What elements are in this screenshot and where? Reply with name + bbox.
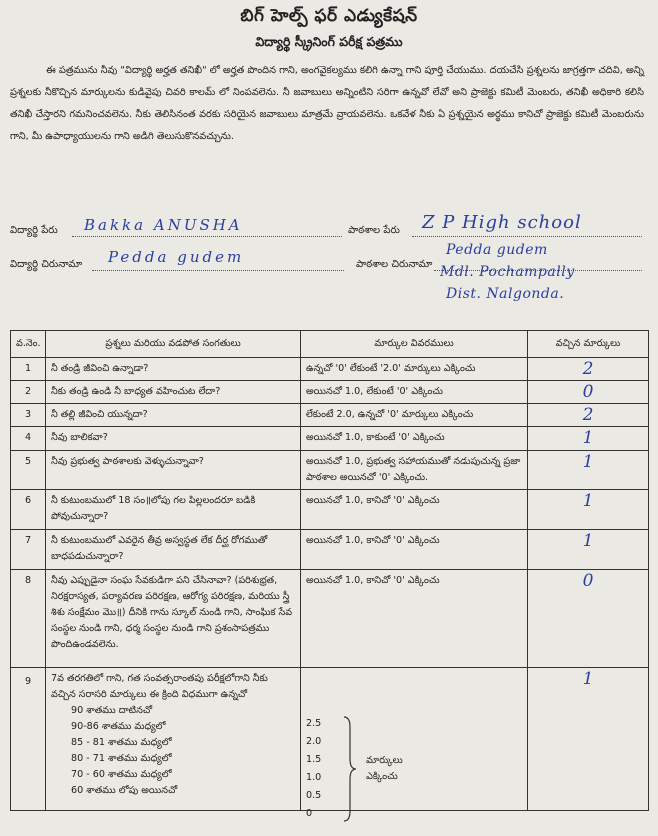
list-item: 60 శాతము లోపు అయినచో (71, 785, 178, 796)
school-address-line1[interactable]: Pedda gudem (446, 242, 548, 258)
row-no: 4 (11, 427, 46, 451)
header-details: మార్కుల వివరములు (301, 331, 528, 358)
row-no: 8 (11, 570, 46, 668)
row-details: అయినచో 1.0, ప్రభుత్వ సహాయముతో నడుపుచున్న ప్రజా పాఠశాల అయినచో '0' ఎక్కించు. (301, 451, 528, 490)
curly-brace-icon (342, 715, 358, 823)
row-details: అయినచో 1.0, కానిచో '0' ఎక్కించు (301, 490, 528, 530)
row-question: 7వ తరగతిలో గాని, గత సంవత్సరాంతపు పరీక్షలోగాని నీకు వచ్చిన సరాసరి మార్కులు ఈ క్రింది విధముగా ఉన్నచో (51, 673, 268, 700)
grade-mark-value: 1.0 (306, 772, 322, 783)
header-marks: వచ్చిన మార్కులు (528, 331, 649, 358)
row-details-grades (301, 668, 528, 819)
school-address-line2[interactable]: Mdl. Pochampally (440, 264, 575, 280)
list-item: 80 - 71 శాతము మధ్యలో (71, 753, 172, 764)
grade-mark-value: 0.5 (306, 790, 322, 801)
grade-mark-value: 1.5 (306, 754, 322, 765)
row-question-grades (46, 668, 301, 811)
row-marks-field[interactable]: 1 (528, 451, 649, 490)
student-address-line (92, 270, 344, 271)
marks-instruction-label: మార్కులు ఎక్కించు (366, 755, 403, 782)
row-no: 6 (11, 490, 46, 530)
table-row (11, 381, 649, 404)
row-marks-field[interactable]: 2 (528, 358, 649, 381)
school-name-label: పాఠశాల పేరు (348, 225, 400, 236)
row-question: నీ కుటుంబములో 18 సం॥లోపు గల పిల్లలందరూ బడికి పోవుచున్నారా? (46, 490, 301, 530)
row-question: నీవు ఎప్పుడైనా సంఘ సేవకుడిగా పని చేసినావా? (పరిశుభ్రత, నిరక్షరాస్యత, పర్యావరణ పరిరక్షణ, ఆరోగ్య పరిరక్షణ, మరియు స్త్రీ శిశు సంక్షేమం మొ॥) దీనికి గాను స్కూల్ నుండి గాని, సాంఘిక సేవ సంస్థల నుండి గాని, ధర్మ సంస్థల నుండి గాని ప్రశంసాపత్రము పొందిఉండవలెను. (46, 570, 301, 668)
row-question: నీ కుటుంబములో ఎవరైన తీవ్ర అస్వస్థత లేక దీర్ఘ రోగముతో బాధపడుచున్నారా? (46, 530, 301, 570)
school-address-line3[interactable]: Dist. Nalgonda. (446, 286, 565, 302)
row-details: అయినచో 1.0, కానిచో '0' ఎక్కించు (301, 570, 528, 668)
row-question: నీవు బాలికవా? (46, 427, 301, 451)
row-no: 5 (11, 451, 46, 490)
row-marks-field[interactable]: 2 (528, 404, 649, 427)
grade-marks-block (306, 671, 522, 819)
row-marks-field[interactable]: 1 (528, 530, 649, 570)
header-serial-no: వ.నెం. (11, 331, 46, 358)
row-no: 9 (11, 668, 46, 811)
grade-list (51, 703, 295, 799)
form-title: బిగ్ హెల్ప్ ఫర్ ఎడ్యుకేషన్ (240, 6, 418, 26)
row-details: అయినచో 1.0, కానిచో '0' ఎక్కించు (301, 530, 528, 570)
list-item: 70 - 60 శాతము మధ్యలో (71, 769, 172, 780)
student-name-line (72, 236, 342, 237)
table-row (11, 570, 649, 668)
header-question: ప్రశ్నలు మరియు వడపోత సంగతులు (46, 331, 301, 358)
row-details: ఉన్నచో '0' లేకుంటే '2.0' మార్కులు ఎక్కించు (301, 358, 528, 381)
row-question: నీకు తండ్రి ఉండి నీ బాధ్యత వహించుట లేదా? (46, 381, 301, 404)
grade-mark-value: 0 (306, 808, 313, 819)
table-row (11, 358, 649, 381)
list-item: 85 - 81 శాతము మధ్యలో (71, 737, 172, 748)
row-question: నీవు ప్రభుత్వ పాఠశాలకు వెళ్ళుచున్నావా? (46, 451, 301, 490)
row-marks-field[interactable]: 0 (528, 570, 649, 668)
row-marks-field[interactable]: 0 (528, 381, 649, 404)
table-row (11, 451, 649, 490)
instructions-paragraph: ఈ పత్రమును నీవు "విద్యార్థి అర్హత తనిఖీ" లో అర్హత పొందిన గాని, అంగవైకల్యము కలిగి ఉన్నా గాని పూర్తి చేయుము. దయచేసి ప్రశ్నలను జాగ్రత్తగా చదివి, అన్ని ప్రశ్నలకు నీకొచ్చిన మార్కులను కుడివైపు చివరి కాలమ్ లో నింపవలెను. నీ జవాబులు అన్నింటిని సరిగా ఉన్నవో లేవో అని ప్రాజెక్టు కమిటీ మెంబరు, తనిఖీ అధికారి కలిసి తనిఖీ చేస్తారని గమనించవలెను. నీకు తెలిసినంత వరకు సరియైన జవాబులు మాత్రమే వ్రాయవలెను. ఒకవేళ నీకు ఏ ప్రశ్నయైన అర్థము కానిచో ప్రాజెక్టు కమిటీ మెంబరును గాని, మీ ఉపాధ్యాయులను గాని అడిగి తెలుసుకొనవచ్చును. (10, 65, 644, 142)
row-details: లేకుంటే 2.0, ఉన్నచో '0' మార్కులు ఎక్కించు (301, 404, 528, 427)
school-address-label: పాఠశాల చిరునామా (356, 259, 433, 270)
row-details: అయినచో 1.0, లేకుంటే '0' ఎక్కించు (301, 381, 528, 404)
student-name-field[interactable]: Bakka ANUSHA (84, 216, 243, 234)
row-details: అయినచో 1.0, కాకుంటే '0' ఎక్కించు (301, 427, 528, 451)
form-subtitle: విద్యార్థి స్క్రీనింగ్ పరీక్ష పత్రము (255, 34, 403, 49)
grade-mark-value: 2.0 (306, 736, 322, 747)
grade-mark-values (306, 715, 332, 823)
table-row (11, 490, 649, 530)
row-marks-field[interactable]: 1 (528, 668, 649, 811)
row-no: 1 (11, 358, 46, 381)
row-question: నీ తల్లి జీవించి యున్నదా? (46, 404, 301, 427)
table-row (11, 404, 649, 427)
school-name-field[interactable]: Z P High school (422, 212, 582, 233)
student-address-field[interactable]: Pedda gudem (108, 248, 245, 266)
row-marks-field[interactable]: 1 (528, 427, 649, 451)
row-no: 2 (11, 381, 46, 404)
table-row (11, 668, 649, 811)
list-item: 90 శాతము దాటినచో (71, 705, 153, 716)
table-row (11, 530, 649, 570)
row-no: 3 (11, 404, 46, 427)
row-no: 7 (11, 530, 46, 570)
table-row (11, 427, 649, 451)
school-name-line (412, 236, 642, 237)
screening-table (10, 330, 649, 819)
grade-mark-value: 2.5 (306, 718, 322, 729)
student-address-label: విద్యార్థి చిరునామా (10, 259, 83, 270)
list-item: 90-86 శాతము మధ్యలో (71, 721, 166, 732)
row-marks-field[interactable]: 1 (528, 490, 649, 530)
table-header-row (11, 331, 649, 358)
row-question: నీ తండ్రి జీవించి ఉన్నాడా? (46, 358, 301, 381)
student-name-label: విద్యార్థి పేరు (10, 225, 58, 236)
